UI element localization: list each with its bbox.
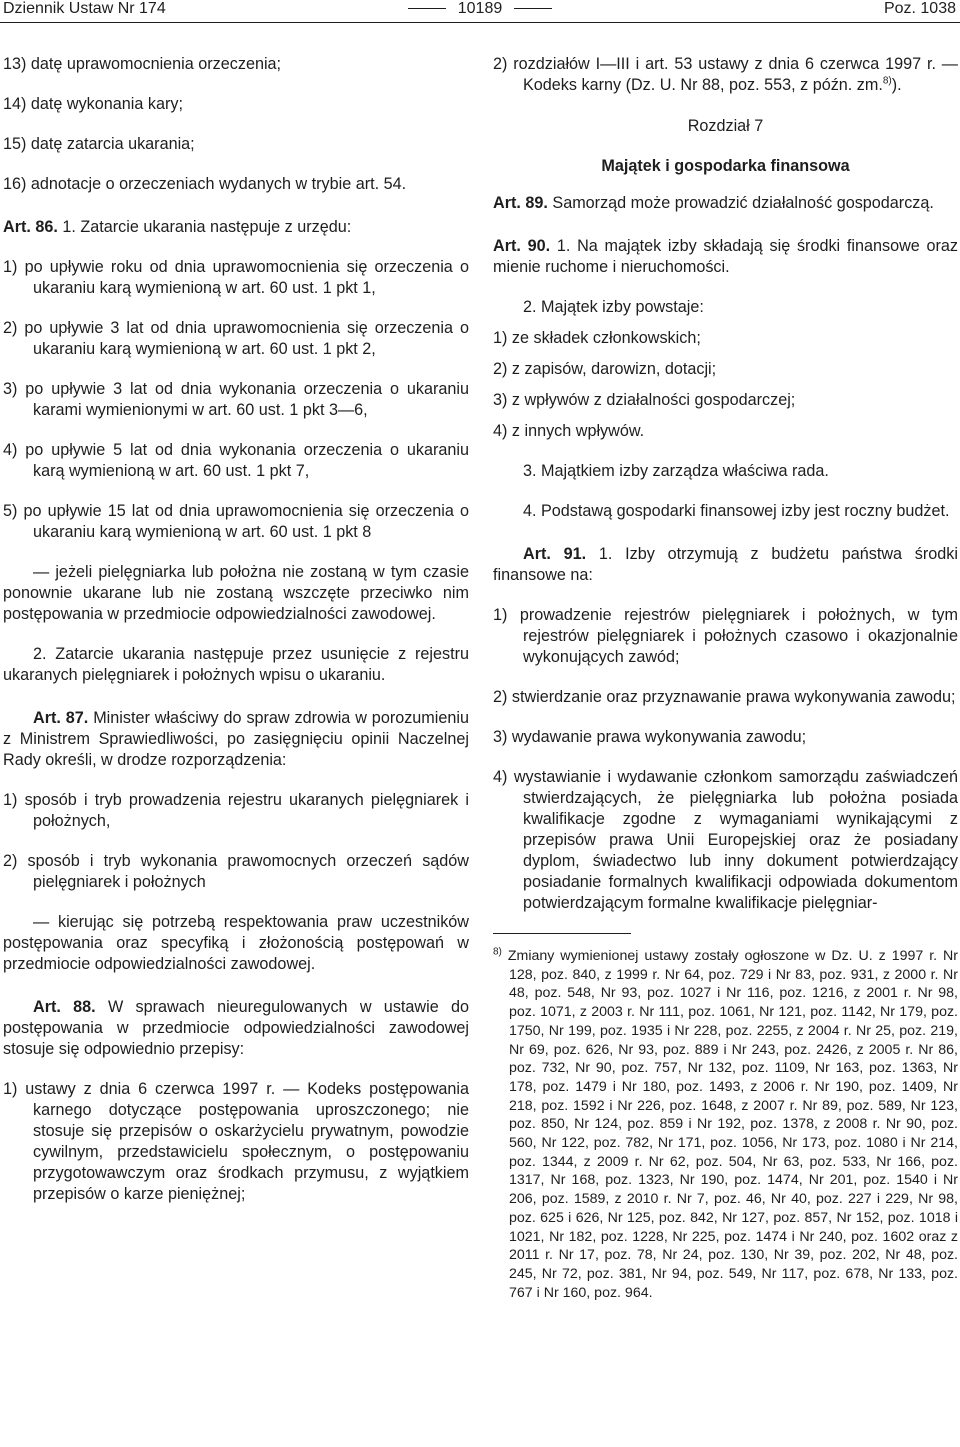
art-90-paragraph-1 <box>493 236 958 278</box>
art-87-closing-dash: — kierując się potrzebą respektowania praw uczestników postępowania oraz specyfiką i złożonością postępowań w przedmiocie odpowiedzialności zawodowej. <box>3 913 469 973</box>
left-column <box>3 54 469 1205</box>
journal-title: Dziennik Ustaw Nr 174 <box>3 0 166 17</box>
art-86-point-5: 5) po upływie 15 lat od dnia uprawomocnienia się orzeczenia o ukaraniu karą wymienioną w art. 60 ust. 1 pkt 8 <box>3 502 469 541</box>
art-86-point-2: 2) po upływie 3 lat od dnia uprawomocnienia się orzeczenia o ukaraniu karą wymienioną w art. 60 ust. 1 pkt 2, <box>3 319 469 358</box>
footnote-8 <box>493 947 958 1302</box>
art-87 <box>3 708 469 771</box>
art-87-point-1: 1) sposób i tryb prowadzenia rejestru ukaranych pielęgniarek i położnych, <box>3 791 469 830</box>
art-87-label: Art. 87. <box>33 709 89 727</box>
point-13: 13) datę uprawomocnienia orzeczenia; <box>3 55 282 73</box>
art-90-label: Art. 90. <box>493 237 551 255</box>
position-number: Poz. 1038 <box>883 0 956 17</box>
art-91-point-4: 4) wystawianie i wydawanie członkom samorządu zaświadczeń stwierdzających, że pielęgniarka lub położna posiada kwalifikacje zgodne z wymaganiami wynikającymi z przepisów prawa Unii Europejskiej oraz że posiadany dyplom, świadectwo lub inny dokument potwierdzający posiadanie formalnych kwalifikacji odpowiada dokumentom potwierdzającym formalne kwalifikacje pielęgniar- <box>493 768 958 912</box>
art-91-point-2: 2) stwierdzanie oraz przyznawanie prawa wykonywania zawodu; <box>493 688 956 706</box>
art-90-point-1: 1) ze składek członkowskich; <box>493 329 701 347</box>
point-16: 16) adnotacje o orzeczeniach wydanych w trybie art. 54. <box>3 175 407 193</box>
art-91-label: Art. 91. <box>523 545 587 563</box>
art-86-intro <box>3 217 469 238</box>
art-86-intro-text: 1. Zatarcie ukarania następuje z urzędu: <box>62 218 352 236</box>
art-91-paragraph-1-text: 1. Izby otrzymują z budżetu państwa środki finansowe na: <box>493 545 958 584</box>
chapter-title: Majątek i gospodarka finansowa <box>601 157 850 175</box>
art-88-label: Art. 88. <box>33 998 96 1016</box>
art-90-point-3: 3) z wpływów z działalności gospodarczej; <box>493 391 796 409</box>
right-column <box>493 54 958 1302</box>
art-86-point-1: 1) po upływie roku od dnia uprawomocnienia się orzeczenia o ukaraniu karą wymienioną w art. 60 ust. 1 pkt 1, <box>3 258 469 297</box>
header-rule <box>0 22 960 23</box>
art-86-point-3: 3) po upływie 3 lat od dnia wykonania orzeczenia o ukaraniu karami wymienionymi w art. 60 ust. 1 pkt 3—6, <box>3 380 469 419</box>
art-87-point-2: 2) sposób i tryb wykonania prawomocnych orzeczeń sądów pielęgniarek i położnych <box>3 852 469 891</box>
art-90-paragraph-3: 3. Majątkiem izby zarządza właściwa rada. <box>523 462 829 480</box>
art-89 <box>493 193 958 214</box>
art-88-point-2-end: ). <box>891 76 902 94</box>
art-91-paragraph-1 <box>493 544 958 586</box>
footnote-mark: 8) <box>493 946 502 958</box>
art-88 <box>3 997 469 1060</box>
art-89-label: Art. 89. <box>493 194 548 212</box>
art-86-closing-dash: — jeżeli pielęgniarka lub położna nie zostaną w tym czasie ponownie ukarane lub nie zostaną wszczęte przeciwko nim postępowania w przedmiocie odpowiedzialności zawodowej. <box>3 563 469 623</box>
art-90-paragraph-2: 2. Majątek izby powstaje: <box>523 298 704 316</box>
point-15: 15) datę zatarcia ukarania; <box>3 135 195 153</box>
art-86-paragraph-2: 2. Zatarcie ukarania następuje przez usunięcie z rejestru ukaranych pielęgniarek i położnych wpisu o ukaraniu. <box>3 645 469 684</box>
art-88-point-2 <box>493 54 958 96</box>
art-88-point-1: 1) ustawy z dnia 6 czerwca 1997 r. — Kodeks postępowania karnego dotyczące postępowania uproszczonego; nie stosuje się przepisów o oskarżycielu prywatnym, powodzie cywilnym, przedstawicielu społecznym, o postępowaniu przygotowawczym oraz środkach przymusu, z wyjątkiem przepisów o karze pieniężnej; <box>3 1080 469 1203</box>
art-90-paragraph-1-text: 1. Na majątek izby składają się środki finansowe oraz mienie ruchome i nieruchomości. <box>493 237 958 276</box>
art-90-paragraph-4: 4. Podstawą gospodarki finansowej izby jest roczny budżet. <box>523 502 950 520</box>
footnote-text: Zmiany wymienionej ustawy zostały ogłoszone w Dz. U. z 1997 r. Nr 128, poz. 840, z 1999 r. Nr 64, poz. 729 i Nr 83, poz. 931, z 2000 r. Nr 48, poz. 548, Nr 93, poz. 1027 i Nr 116, poz. 1216, z 2001 r. Nr 98, poz. 1071, z 2003 r. Nr 111, poz. 1061, Nr 121, poz. 1142, Nr 179, poz. 1750, Nr 199, poz. 1935 i Nr 228, poz. 2255, z 2004 r. Nr 25, poz. 219, Nr 69, poz. 626, Nr 93, poz. 889 i Nr 243, poz. 2426, z 2005 r. Nr 86, poz. 732, Nr 90, poz. 757, Nr 132, poz. 1109, Nr 163, poz. 1363, Nr 178, poz. 1479 i Nr 180, poz. 1493, z 2006 r. Nr 190, poz. 1409, Nr 218, poz. 1592 i Nr 226, poz. 1648, z 2007 r. Nr 89, poz. 589, Nr 123, poz. 850, Nr 124, poz. 859 i Nr 192, poz. 1378, z 2008 r. Nr 90, poz. 560, Nr 122, poz. 782, Nr 171, poz. 1056, Nr 173, poz. 1080 i Nr 214, poz. 1344, z 2009 r. Nr 62, poz. 504, Nr 63, poz. 533, Nr 166, poz. 1317, Nr 168, poz. 1323, Nr 190, poz. 1474, Nr 201, poz. 1540 i Nr 206, poz. 1589, z 2010 r. Nr 7, poz. 46, Nr 40, poz. 227 i 229, Nr 98, poz. 625 i 626, Nr 125, poz. 842, Nr 127, poz. 857, Nr 152, poz. 1018 i 1021, Nr 182, poz. 1228, Nr 225, poz. 1474 i Nr 240, poz. 1602 oraz z 2011 r. Nr 17, poz. 78, Nr 24, poz. 130, Nr 39, poz. 202, Nr 48, poz. 245, Nr 72, poz. 381, Nr 94, poz. 549, Nr 117, poz. 678, Nr 133, poz. 767 i Nr 160, poz. 964. <box>507 948 958 1301</box>
page-header <box>0 0 960 22</box>
chapter-number: Rozdział 7 <box>687 117 764 135</box>
art-87-text: Minister właściwy do spraw zdrowia w porozumieniu z Ministrem Sprawiedliwości, po zasięgnięciu opinii Naczelnej Rady określi, w drodze rozporządzenia: <box>3 709 469 769</box>
art-88-point-2-text: 2) rozdziałów I—III i art. 53 ustawy z dnia 6 czerwca 1997 r. — Kodeks karny (Dz. U. Nr 88, poz. 553, z późn. zm. <box>493 55 958 94</box>
footnote-ref: 8) <box>882 75 892 87</box>
art-88-text: W sprawach nieuregulowanych w ustawie do postępowania w przedmiocie odpowiedzialności zawodowej stosuje się odpowiednio przepisy: <box>3 998 469 1058</box>
art-86-label: Art. 86. <box>3 218 58 236</box>
page-number-value: 10189 <box>457 0 503 17</box>
art-89-text: Samorząd może prowadzić działalność gospodarczą. <box>552 194 934 212</box>
footnote-rule <box>493 933 631 934</box>
art-90-point-2: 2) z zapisów, darowizn, dotacji; <box>493 360 717 378</box>
dash-left <box>408 8 446 9</box>
page-number <box>0 0 960 19</box>
art-90-point-4: 4) z innych wpływów. <box>493 422 645 440</box>
art-86-point-4: 4) po upływie 5 lat od dnia wykonania orzeczenia o ukaraniu karą wymienioną w art. 60 ust. 1 pkt 7, <box>3 441 469 480</box>
dash-right <box>514 8 552 9</box>
art-91-point-3: 3) wydawanie prawa wykonywania zawodu; <box>493 728 807 746</box>
art-91-point-1: 1) prowadzenie rejestrów pielęgniarek i położnych, w tym rejestrów pielęgniarek i położnych czasowo i okazjonalnie wykonujących zawód; <box>493 606 958 666</box>
point-14: 14) datę wykonania kary; <box>3 95 183 113</box>
